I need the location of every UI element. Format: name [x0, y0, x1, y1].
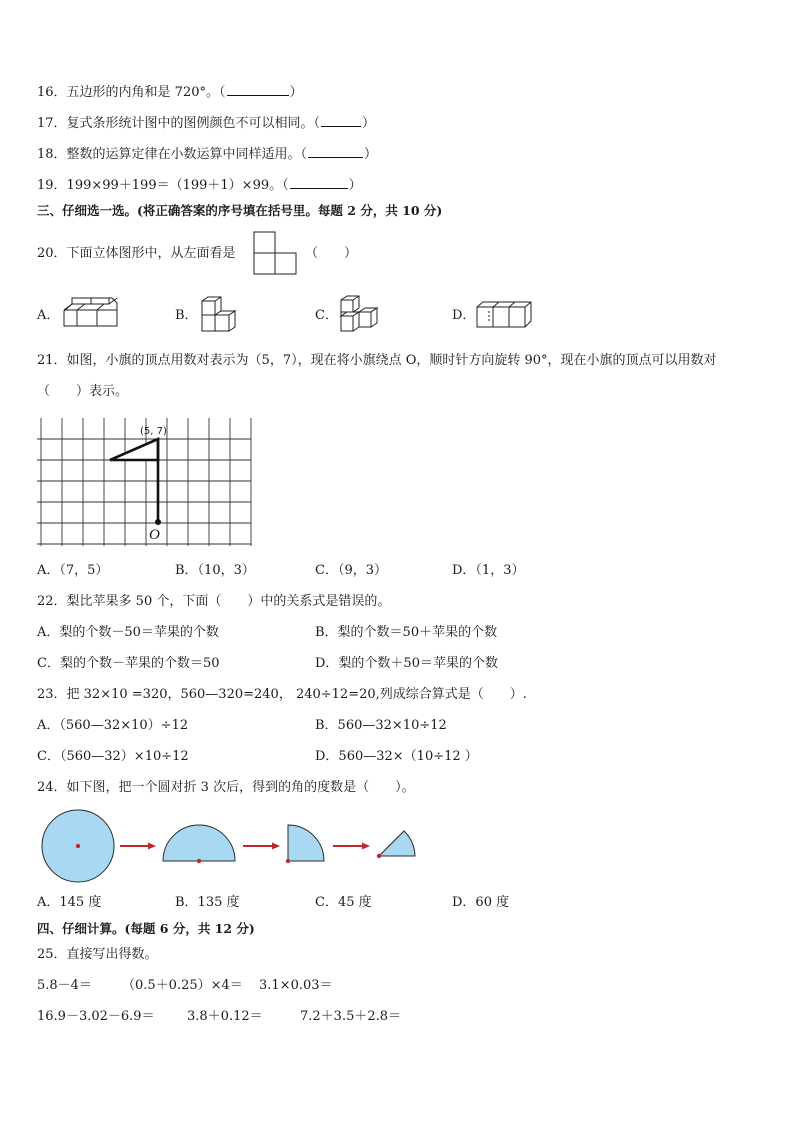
calc-item[interactable]: 3.8＋0.12＝: [187, 1009, 263, 1024]
eighth-center-dot: [377, 854, 381, 858]
quarter-circle: [288, 825, 324, 861]
question-24-text: 24．如下图，把一个圆对折 3 次后，得到的角的度数是（ ）。: [37, 780, 415, 795]
circle-center-dot: [76, 844, 80, 848]
q23-option-b[interactable]: B．560—32×10÷12: [315, 718, 447, 733]
question-21-line2: （ ）表示。: [37, 384, 129, 399]
calc-item[interactable]: 5.8－4＝: [37, 978, 92, 993]
q24-option-c[interactable]: C．45 度: [315, 895, 372, 910]
cube-figure-c: [339, 294, 379, 334]
question-25-title: 25．直接写出得数。: [37, 947, 158, 962]
q24-option-a[interactable]: A．145 度: [37, 895, 102, 910]
grid-figure: [37, 418, 257, 550]
eighth-circle: [379, 831, 415, 856]
q23-option-a[interactable]: A．（560—32×10）÷12: [37, 718, 189, 733]
paren-close: ）: [289, 85, 303, 100]
section-4-heading: 四、仔细计算。(每题 6 分，共 12 分): [37, 921, 255, 936]
paren-close: ）: [364, 147, 378, 162]
option-a-label[interactable]: A．: [37, 308, 60, 323]
arrow-2: [243, 843, 280, 850]
q22-option-a[interactable]: A．梨的个数－50＝苹果的个数: [37, 625, 219, 640]
half-center-dot: [197, 859, 201, 863]
half-circle: [163, 825, 235, 861]
paren-close: ）: [362, 116, 376, 131]
answer-blank[interactable]: [308, 145, 363, 158]
question-18: [37, 145, 377, 164]
origin-label: O: [149, 527, 160, 543]
question-18-text: 18．整数的运算定律在小数运算中同样适用。（: [37, 147, 308, 162]
arrow-1: [120, 843, 156, 850]
calc-item[interactable]: （0.5＋0.25）×4＝: [122, 978, 243, 993]
q21-option-b[interactable]: B．（10，3）: [175, 563, 255, 578]
option-d-label[interactable]: D．: [452, 308, 476, 323]
q23-option-c[interactable]: C．（560—32）×10÷12: [37, 749, 189, 764]
question-23-text: 23．把 32×10 =320，560—320=240， 240÷12=20,列成综合算式是（ ）.: [37, 687, 527, 702]
calc-item[interactable]: 7.2＋3.5＋2.8＝: [300, 1009, 402, 1024]
arrow-3: [333, 843, 370, 850]
question-17-text: 17．复式条形统计图中的图例颜色不可以相同。（: [37, 116, 321, 131]
question-20-answer-paren[interactable]: （ ）: [305, 246, 358, 261]
flag-vertex-label: (5, 7): [140, 426, 167, 437]
option-c-label[interactable]: C．: [315, 308, 338, 323]
question-22-text: 22．梨比苹果多 50 个，下面（ ）中的关系式是错误的。: [37, 594, 391, 609]
question-19: [37, 176, 362, 195]
answer-blank[interactable]: [321, 114, 361, 127]
grid-svg: [37, 418, 257, 550]
cube-figure-b: [199, 296, 243, 334]
q22-option-c[interactable]: C．梨的个数－苹果的个数＝50: [37, 656, 220, 671]
q21-option-c[interactable]: C．（9，3）: [315, 563, 387, 578]
calc-item[interactable]: 3.1×0.03＝: [259, 978, 333, 993]
q22-option-d[interactable]: D．梨的个数＋50＝苹果的个数: [315, 656, 498, 671]
origin-point: [155, 519, 161, 525]
calc-item[interactable]: 16.9－3.02－6.9＝: [37, 1009, 155, 1024]
section-3-heading: 三、仔细选一选。(将正确答案的序号填在括号里。每题 2 分，共 10 分): [37, 203, 443, 218]
q24-option-b[interactable]: B．135 度: [175, 895, 240, 910]
answer-blank[interactable]: [290, 176, 348, 189]
answer-blank[interactable]: [227, 83, 289, 96]
option-b-label[interactable]: B．: [175, 308, 198, 323]
q22-option-b[interactable]: B．梨的个数＝50＋苹果的个数: [315, 625, 498, 640]
q24-option-d[interactable]: D．60 度: [452, 895, 510, 910]
question-20-text: 20．下面立体图形中，从左面看是: [37, 246, 236, 261]
q21-option-a[interactable]: A．（7，5）: [37, 563, 109, 578]
flag-triangle: [110, 439, 158, 460]
circle-fold-figure: [37, 808, 437, 888]
question-17: [37, 114, 375, 133]
cube-figure-d: [475, 299, 533, 329]
q23-option-d[interactable]: D．560—32×（10÷12 ）: [315, 749, 478, 764]
question-21-line1: 21．如图，小旗的顶点用数对表示为（5，7），现在将小旗绕点 O，顺时针方向旋转 90°，现在小旗的顶点可以用数对: [37, 353, 717, 368]
question-19-text: 19．199×99＋199＝（199＋1）×99。（: [37, 178, 289, 193]
cube-figure-a: [63, 296, 119, 332]
question-16: [37, 83, 303, 102]
quarter-center-dot: [286, 859, 290, 863]
question-16-text: 16．五边形的内角和是 720°。（: [37, 85, 226, 100]
q21-option-d[interactable]: D．（1，3）: [452, 563, 525, 578]
paren-close: ）: [348, 178, 362, 193]
left-view-figure: [253, 231, 299, 275]
